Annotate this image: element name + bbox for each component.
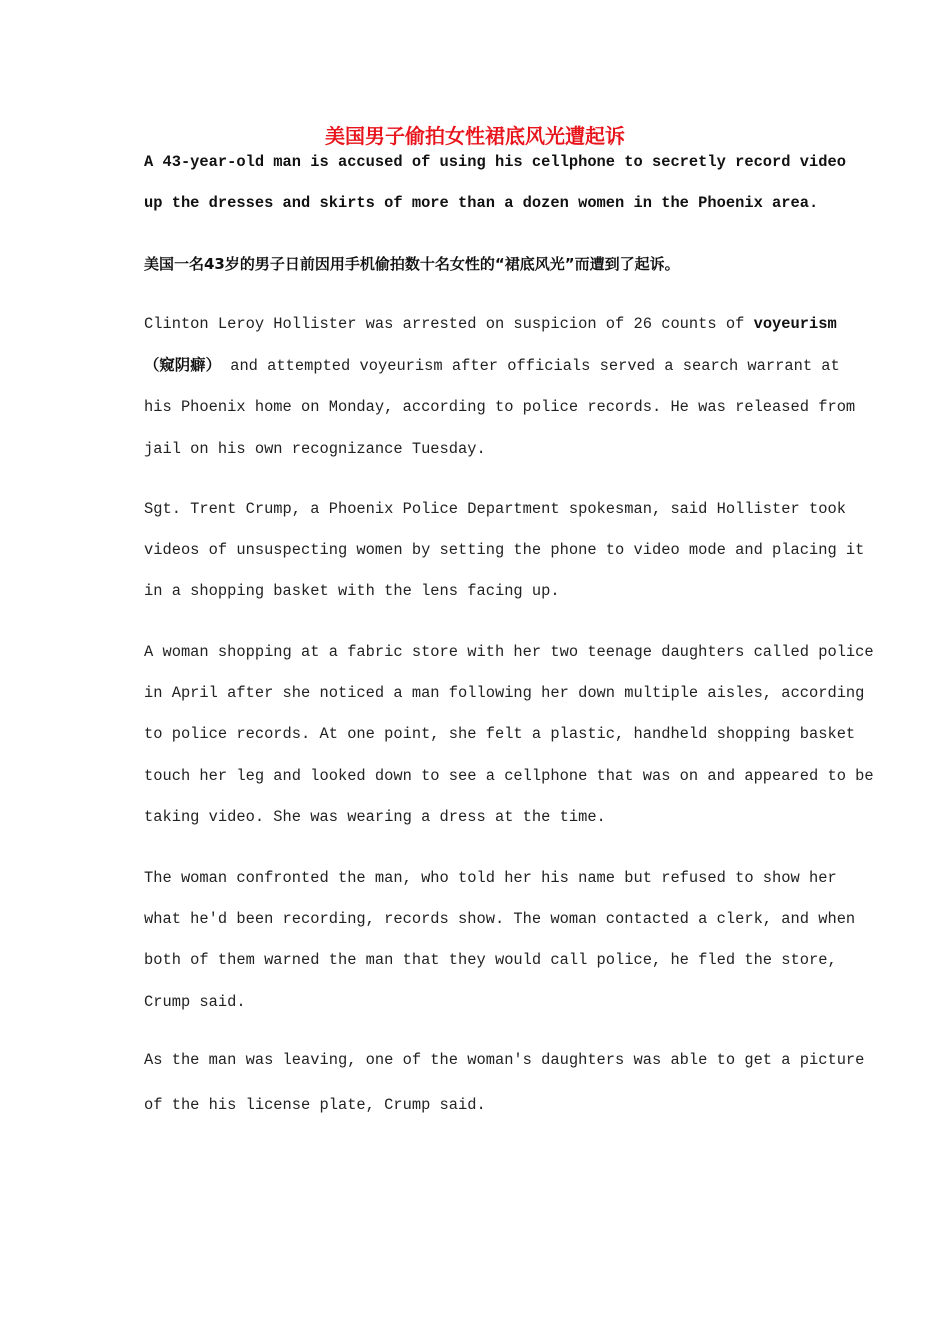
text-line: in a shopping basket with the lens facing up.	[144, 582, 560, 601]
text-line: in April after she noticed a man following her down multiple aisles, according	[144, 684, 865, 703]
text-line: videos of unsuspecting women by setting the phone to video mode and placing it	[144, 541, 865, 560]
lead-paragraph-english	[144, 142, 846, 224]
vocabulary-term: voyeurism	[753, 315, 837, 333]
text-line: of the his license plate, Crump said.	[144, 1096, 486, 1114]
text-segment: Clinton Leroy Hollister was arrested on suspicion of 26 counts of	[144, 315, 754, 333]
text-line	[144, 304, 837, 345]
body-paragraph-3	[144, 632, 874, 838]
text-line: Crump said.	[144, 992, 246, 1011]
text-line: The woman confronted the man, who told her his name but refused to show her	[144, 869, 837, 887]
vocabulary-gloss: （窥阴癖）	[144, 356, 221, 375]
text-line: A 43-year-old man is accused of using his cellphone to secretly record video	[144, 153, 846, 171]
text-line: to police records. At one point, she felt a plastic, handheld shopping basket	[144, 725, 856, 744]
text-line: both of them warned the man that they would call police, he fled the store,	[144, 951, 837, 970]
text-segment: and attempted voyeurism after officials served a search warrant at	[220, 357, 840, 376]
text-line: touch her leg and looked down to see a cellphone that was on and appeared to be	[144, 766, 874, 785]
body-paragraph-4	[144, 858, 856, 1023]
text-line: taking video. She was wearing a dress at the time.	[144, 807, 606, 826]
text-line: As the man was leaving, one of the woman's daughters was able to get a picture	[144, 1051, 865, 1069]
body-paragraph-5	[144, 1038, 865, 1128]
lead-paragraph-chinese: 美国一名43岁的男子日前因用手机偷拍数十名女性的“裙底风光”而遭到了起诉。	[144, 255, 680, 273]
text-line: jail on his own recognizance Tuesday.	[144, 439, 486, 458]
page-title: 美国男子偷拍女性裙底风光遭起诉	[325, 124, 625, 148]
text-line: Sgt. Trent Crump, a Phoenix Police Department spokesman, said Hollister took	[144, 500, 846, 518]
text-line: up the dresses and skirts of more than a dozen women in the Phoenix area.	[144, 194, 819, 213]
text-line: A woman shopping at a fabric store with her two teenage daughters called police	[144, 643, 874, 661]
text-line: what he'd been recording, records show. The woman contacted a clerk, and when	[144, 910, 856, 929]
body-paragraph-1	[144, 304, 856, 470]
body-paragraph-2	[144, 489, 865, 613]
text-line	[144, 345, 840, 387]
text-line: his Phoenix home on Monday, according to police records. He was released from	[144, 398, 856, 417]
